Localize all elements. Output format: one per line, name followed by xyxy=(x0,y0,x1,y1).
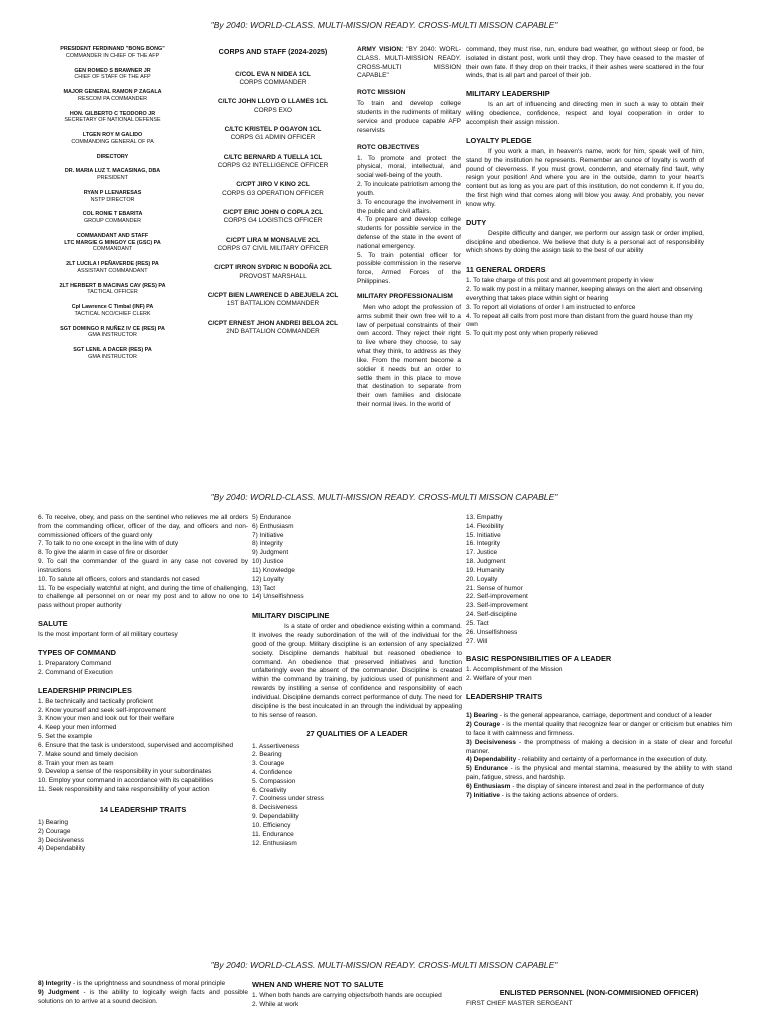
leader-role: GMA INSTRUCTOR xyxy=(88,332,137,339)
trait-term: 6) Enthusiasm xyxy=(466,782,511,790)
mil-lead-title: MILITARY LEADERSHIP xyxy=(466,89,550,99)
enlisted-title: ENLISTED PERSONNEL (NON-COMMISIONED OFFICER) xyxy=(499,988,699,997)
discipline-text: Is a state of order and obedience existing within a command. It involves the ready subordination of the will of the individual for the good of the group. Military discipline is an extension of any specialized society. Discipline demands habitual but reasoned obedience to command. An obedience that preserved initiatives and function unfalteringly even the absent of the commander. Discipline is created within the command by training, by judicious used of punishment and rewards by instilling a sense of confidence and responsibility of each individual. Discipline demands correct performance of duty. The need for discipline is the best inculcated in an through the individual by appealing to his sense of reason. xyxy=(252,623,462,719)
leader-name: RYAN P LLENARESAS xyxy=(83,189,142,196)
leader-name: 2LT LUCILA I PEÑAVERDE (RES) PA xyxy=(66,261,159,267)
rotc-objective-item: 1. To promote and protect the physical, moral, intellectual, and social well-being of the youth. xyxy=(357,154,461,180)
leader-name: 2LT HERBERT B MACINAS CAV (RES) PA xyxy=(59,282,166,289)
leader-quality-item: 27. Will xyxy=(466,637,488,645)
corps-officer-role: CORPS EXO xyxy=(254,106,292,114)
leader-name: SGT LENIL A DACER (RES) PA xyxy=(73,347,152,353)
leader-quality-item: 15. Initiative xyxy=(466,531,501,539)
leader-name: HON. GILBERTO C TEODORO JR xyxy=(69,110,156,117)
leader-role: CHIEF OF STAFF OF THE AFP xyxy=(74,74,151,81)
principles-title: LEADERSHIP PRINCIPLES xyxy=(38,685,132,695)
enlisted-list xyxy=(466,1000,732,1009)
leader-role: COMMANDER IN CHIEF OF THE AFP xyxy=(65,52,160,59)
trait-term: 4) Dependability xyxy=(466,756,517,764)
trait-term: 5) Endurance xyxy=(466,765,508,773)
trait-desc: - is the physical and mental stamina, measured by the ability to with stand pain, fatigue, stress, and hardship. xyxy=(466,765,732,781)
corps-officer-name: C/LTC KRISTEL P OGAYON 1CL xyxy=(224,126,322,134)
leadership-principle-item: 3. Know your men and look out for their welfare xyxy=(38,715,175,723)
leader-name: Cpl Lawrence C Timbal (INF) PA xyxy=(71,304,154,310)
basic-responsibility-item: 2. Welfare of your men xyxy=(466,675,532,683)
general-orders-continued xyxy=(38,514,248,611)
leadership-principle-item: 11. Seek responsibility and take responsibility of your action xyxy=(38,786,210,794)
corps-officer-name: C/CPT JIRO V KINO 2CL xyxy=(236,181,310,189)
leader-name: GEN ROMEO S BRAWNER JR xyxy=(74,67,151,74)
leadership-trait-item: 3) Decisiveness xyxy=(38,836,84,844)
corps-officer-name: C/CPT ERNEST JHON ANDREI BELOA 2CL xyxy=(207,319,339,327)
duty-text: Despite difficulty and danger, we perform our assign task or order implied, discipline and obedience. We believe that duty is a personal act of responsibility which shows by doing the assign task to the best of our ability xyxy=(466,229,704,255)
leadership-trait-item: 2) Courage xyxy=(38,827,71,835)
leader-role: TACTICAL OFFICER xyxy=(87,289,138,296)
trait-desc: - the display of sincere interest and zeal in the performance of duty xyxy=(510,782,705,790)
corps-officer-name: C/LTC JOHN LLOYD O LLAMES 1CL xyxy=(218,98,328,106)
leadership-principle-item: 5. Set the example xyxy=(38,733,93,741)
traits14-list-a xyxy=(38,819,248,854)
general-order-item: 7. To talk to no one except in the line with of duty xyxy=(38,540,179,548)
salute-where-list xyxy=(252,992,462,1010)
salute-exception-item: 1. When both hands are carrying objects/both hands are occupied xyxy=(252,992,442,1000)
corps-officer-name: C/CPT IRRON SYDRIC N BODOÑA 2CL xyxy=(214,264,332,272)
leader-role: COMMANDING GENERAL OF PA xyxy=(71,138,154,145)
corps-officer-name: C/LTC BERNARD A TUELLA 1CL xyxy=(223,153,323,161)
enlisted-rank-item: FIRST CHIEF MASTER SERGEANT xyxy=(466,1000,573,1008)
page2-banner: "By 2040: WORLD-CLASS. MULTI-MISSION READY. CROSS-MULTI MISSON CAPABLE" xyxy=(210,492,558,502)
trait-desc: - is the uprightness and soundness of moral principle xyxy=(71,980,226,987)
general-order-item: 5. To quit my post only when properly relieved xyxy=(466,330,598,338)
trait-desc: - reliability and certainty of a performance in the execution of duty. xyxy=(516,756,708,764)
rotc-objective-item: 3. To encourage the involvement in the public and civil affairs. xyxy=(357,198,461,215)
trait-definition xyxy=(466,739,732,757)
types-list xyxy=(38,660,248,678)
rotc-objectives-list xyxy=(357,155,461,287)
corps-officer-name: C/CPT LIRA M MONSALVE 2CL xyxy=(225,236,321,244)
leadership-trait-item: 10) Justice xyxy=(252,558,284,566)
leader-quality-item: 14. Flexibility xyxy=(466,522,504,530)
leader-role: ASSISTANT COMMANDANT xyxy=(77,267,148,274)
leader-name: DR. MARIA LUZ T. MACASINAG, DBA xyxy=(64,168,161,175)
general-order-item: 10. To salute all officers, colors and standards not cased xyxy=(38,575,200,583)
basic-responsibility-item: 1. Accomplishment of the Mission xyxy=(466,666,563,674)
corps-column xyxy=(196,47,350,336)
leader-quality-item: 3. Courage xyxy=(252,760,285,768)
leadership-trait-item: 7) Initiative xyxy=(252,531,284,539)
trait-term: 7) Initiative xyxy=(466,791,500,799)
leader-name: MAJOR GENERAL RAMON P ZAGALA xyxy=(63,89,162,95)
leadership-principle-item: 8. Train your men as team xyxy=(38,759,114,767)
general-order-item: 6. To receive, obey, and pass on the sentinel who relieves me all orders from the commanding officer, officer of the day, and officers and non-commissioned officers of the guard only xyxy=(38,514,248,539)
leadership-principle-item: 4. Keep your men informed xyxy=(38,724,117,732)
page1-banner: "By 2040: WORLD-CLASS. MULTI-MISSION READY. CROSS-MULTI MISSON CAPABLE" xyxy=(210,20,558,30)
trait-desc: - is the taking actions absence of orders. xyxy=(499,791,619,799)
corps-officer-role: CORPS COMMANDER xyxy=(239,79,307,87)
leadership-column xyxy=(466,46,704,339)
leadership-principle-item: 7. Make sound and timely decision xyxy=(38,750,138,758)
leader-role: COMMANDANT xyxy=(92,246,133,253)
mil-prof-text: Men who adopt the profession of arms submit their own free will to a law of perpetual constraints of their own accord. They reject their right to live where they choose, to say what they think, to address as they like. From the moment become a soldier it needs but an order to settle them in this place to move that destination to separate from their own families and dislocate their normal lives. In the world of xyxy=(357,303,461,409)
leadership-principle-item: 9. Develop a sense of the responsibility in your subordinates xyxy=(38,768,212,776)
corps-officer-name: C/CPT BIEN LAWRENCE D ABEJUELA 2CL xyxy=(207,292,339,300)
rotc-objective-item: 4. To prepare and develop college students for possible service in the defense of the state in the event of national emergency. xyxy=(357,216,461,250)
leader-quality-item: 5. Compassion xyxy=(252,777,296,785)
leader-name: LTGEN ROY M GALIDO xyxy=(82,132,143,138)
salute-where-title: WHEN AND WHERE NOT TO SALUTE xyxy=(252,980,384,989)
leader-quality-item: 8. Decisiveness xyxy=(252,804,298,812)
leadership-trait-item: 14) Unselfishness xyxy=(252,593,304,601)
trait-definition xyxy=(466,756,732,765)
rotc-objective-item: 2. To inculcate patriotism among the youth. xyxy=(357,181,461,197)
army-vision-text: "BY 2040: WORL-CLASS. MULTI-MISSION READY. CROSS-MULTI MISSION CAPABLE" xyxy=(357,46,461,80)
general-orders-list xyxy=(466,277,704,339)
general-order-item: 8. To give the alarm in case of fire or disorder xyxy=(38,549,168,557)
leader-quality-item: 24. Self-discipline xyxy=(466,611,517,619)
general-order-item: 4. To repeat all calls from post more than distant from the guard house than my own xyxy=(466,312,693,329)
rotc-mission-title: ROTC MISSION xyxy=(357,89,406,97)
p3-col2 xyxy=(252,980,462,1010)
leader-role: PRESIDENT xyxy=(97,175,128,181)
general-order-item: 2. To walk my post in a military manner, keeping always on the alert and observing everything that takes place within sight or hearing xyxy=(466,286,703,302)
loyalty-title: LOYALTY PLEDGE xyxy=(466,135,532,145)
corps-officer-role: 2ND BATTALION COMMANDER xyxy=(226,328,320,336)
leader-role: GROUP COMMANDER xyxy=(83,218,142,224)
general-order-item: 9. To call the commander of the guard in any case not covered by instructions xyxy=(38,558,248,574)
rotc-mission-text: To train and develop college students in the rudiments of military service and produce capable AFP reservists xyxy=(357,100,461,134)
leader-name: DIRECTORY xyxy=(96,153,129,160)
mil-prof-continued: command, they must rise, run, endure bad weather, go without sleep or food, be isolated in distant post, work until they drop. They have ceased to the master of their own fate. If they drop on their tracks, if their ashes were scattered in the four winds, that is all part and parcel of their job. xyxy=(466,46,704,80)
corps-officer-role: PROVOST MARSHALL xyxy=(239,272,307,280)
trait-definition xyxy=(38,980,248,989)
p3-col1 xyxy=(38,980,248,1006)
trait-definition xyxy=(38,989,248,1007)
leadership-trait-item: 1) Bearing xyxy=(38,818,68,826)
mil-lead-text: Is an art of influencing and directing men in such a way to obtain their willing obedience, confidence, respect and loyal cooperation in order to accomplish their assign mission. xyxy=(466,101,704,127)
corps-officer-name: C/COL EVA N NIDEA 1CL xyxy=(235,70,311,78)
qualities-list-a xyxy=(252,743,462,849)
vision-column xyxy=(357,46,461,411)
rotc-objectives-title: ROTC OBJECTIVES xyxy=(357,143,420,151)
trait-definition xyxy=(466,721,732,739)
trait-term: 8) Integrity xyxy=(38,980,72,987)
leader-quality-item: 22. Self-improvement xyxy=(466,593,528,601)
trait-definition xyxy=(466,783,732,792)
p2-col2 xyxy=(252,514,462,848)
trait-term: 9) Judgment xyxy=(38,988,80,996)
traits-defs-list xyxy=(466,712,732,800)
trait-term: 3) Decisiveness xyxy=(466,738,517,746)
leader-role: GMA INSTRUCTOR xyxy=(88,353,137,360)
general-order-item: 1. To take charge of this post and all government property in view xyxy=(466,277,654,285)
leader-name: COMMANDANT AND STAFF LTC MARGIE G MINGOY CE (GSC) PA xyxy=(64,232,161,246)
trait-desc: - is the general appearance, carriage, deportment and conduct of a leader xyxy=(497,712,713,720)
principles-list xyxy=(38,698,248,795)
leader-name: PRESIDENT FERDINAND "BONG BONG" xyxy=(60,46,165,52)
leader-quality-item: 7. Coolness under stress xyxy=(252,795,324,803)
leadership-trait-item: 8) Integrity xyxy=(252,540,283,548)
leadership-trait-item: 5) Endurance xyxy=(252,514,292,521)
trait-definition xyxy=(466,712,732,721)
leader-quality-item: 4. Confidence xyxy=(252,769,293,776)
corps-officer-name: C/CPT ERIC JOHN O COPLA 2CL xyxy=(222,209,324,217)
leader-quality-item: 21. Sense of humor xyxy=(466,584,523,592)
corps-officer-role: CORPS G7 CIVIL MILITARY OFFICER xyxy=(217,245,329,253)
traits-defs-list-continued xyxy=(38,980,248,1006)
leader-role: RESCOM PA COMMANDER xyxy=(77,95,148,102)
leader-role: TACTICAL NCO/CHIEF CLERK xyxy=(74,310,151,317)
salute-text: Is the most important form of all military courtesy xyxy=(38,631,178,639)
army-vision xyxy=(357,46,461,81)
trait-desc: - is the mental quality that recognize fear or danger or criticism but enables him to face it with calmness and firmness. xyxy=(466,721,732,737)
leader-quality-item: 18. Judgment xyxy=(466,558,506,566)
leader-quality-item: 13. Empathy xyxy=(466,514,503,521)
basic-resp-title: BASIC RESPONSIBILITIES OF A LEADER xyxy=(466,654,612,664)
traits-title: LEADERSHIP TRAITS xyxy=(466,692,543,702)
leader-quality-item: 25. Tact xyxy=(466,619,489,627)
loyalty-text: If you work a man, in heaven's name, work for him, speak well of him, stand by the institution he represents. Remember an ounce of loyalty is worth of pound of cleverness. If you must growl, condemn, and eternally find fault, why resign your position! And where you are in the outside, damn to your heart's content but as long as you are part of this institution, do not condemn it. If you do, the first high wind that comes along will blow you away. And probably, you never know why. xyxy=(466,147,704,208)
leader-quality-item: 11. Endurance xyxy=(252,830,294,838)
leadership-trait-item: 12) Loyalty xyxy=(252,575,284,583)
leader-quality-item: 16. Integrity xyxy=(466,540,500,548)
trait-desc: - the promptness of making a decision in a state of clear and forceful manner. xyxy=(466,738,732,755)
leadership-principle-item: 1. Be technically and tactically proficient xyxy=(38,697,153,705)
discipline-title: MILITARY DISCIPLINE xyxy=(252,611,330,621)
command-type-item: 2. Command of Execution xyxy=(38,668,113,676)
leader-quality-item: 2. Bearing xyxy=(252,751,282,759)
corps-officer-role: CORPS G1 ADMIN OFFICER xyxy=(230,134,316,142)
leadership-principle-item: 2. Know yourself and seek self-improvement xyxy=(38,706,166,714)
leaders-column xyxy=(30,40,195,361)
page3-banner: "By 2040: WORLD-CLASS. MULTI-MISSION READY. CROSS-MULTI MISSON CAPABLE" xyxy=(210,960,558,970)
mil-prof-title: MILITARY PROFESSIONALISM xyxy=(357,292,453,300)
trait-term: 1) Bearing xyxy=(466,712,498,720)
corps-officer-role: CORPS G2 INTELLIGENCE OFFICER xyxy=(217,162,329,170)
leader-quality-item: 26. Unselfishness xyxy=(466,628,518,636)
leader-quality-item: 1. Assertiveness xyxy=(252,742,300,750)
p2-col1 xyxy=(38,514,248,854)
leader-quality-item: 23. Self-improvement xyxy=(466,602,528,610)
leader-role: NSTP DIRECTOR xyxy=(90,196,135,203)
leadership-trait-item: 4) Dependability xyxy=(38,845,85,853)
leadership-principle-item: 10. Employ your command in accordance with its capabilities xyxy=(38,777,214,785)
corps-title: CORPS AND STAFF (2024-2025) xyxy=(218,47,328,56)
command-type-item: 1. Preparatory Command xyxy=(38,660,111,668)
salute-exception-item: 2. While at work xyxy=(252,1000,299,1008)
rotc-objective-item: 5. To train potential officer for possible commission in the reserve force, Armed Forces of the Philippines. xyxy=(357,251,461,286)
leadership-trait-item: 13) Tact xyxy=(252,584,276,592)
leader-quality-item: 9. Dependability xyxy=(252,813,299,821)
general-orders-title: 11 GENERAL ORDERS xyxy=(466,265,546,275)
leader-quality-item: 19. Humanity xyxy=(466,566,505,574)
trait-term: 2) Courage xyxy=(466,721,501,729)
leader-role: SECRETARY OF NATIONAL DEFENSE xyxy=(64,117,161,124)
general-order-item: 11. To be especially watchful at night, and during the time of challenging, to challenge all personnel on or near my post and to allow no one to pass without proper authority xyxy=(38,584,248,610)
p2-col3 xyxy=(466,514,732,800)
general-order-item: 3. To report all violations of order I am instructed to enforce xyxy=(466,303,636,311)
basic-resp-list xyxy=(466,666,732,684)
corps-officer-role: CORPS G4 LOGISTICS OFFICER xyxy=(223,217,323,225)
leader-quality-item: 10. Efficiency xyxy=(252,821,291,829)
trait-definition xyxy=(466,792,732,801)
trait-definition xyxy=(466,765,732,783)
salute-title: SALUTE xyxy=(38,619,68,629)
leader-quality-item: 20. Loyalty xyxy=(466,575,498,583)
duty-title: DUTY xyxy=(466,217,487,227)
traits14-list-b xyxy=(252,514,462,602)
leader-name: COL RONIE T EBARITA xyxy=(82,211,143,218)
leadership-trait-item: 11) Knowledge xyxy=(252,566,295,574)
types-title: TYPES OF COMMAND xyxy=(38,648,117,657)
leader-quality-item: 6. Creativity xyxy=(252,786,287,794)
army-vision-label: ARMY VISION: xyxy=(357,46,404,53)
leader-name: SGT DOMINGO R NUÑEZ IV CE (RES) PA xyxy=(60,325,165,332)
leader-quality-item: 17. Justice xyxy=(466,549,498,557)
corps-officer-role: CORPS G3 OPERATION OFFICER xyxy=(222,189,324,197)
qualities-title: 27 QUALITIES OF A LEADER xyxy=(306,729,408,739)
p3-col3 xyxy=(466,988,732,1009)
leadership-principle-item: 6. Ensure that the task is understood, supervised and accomplished xyxy=(38,741,234,749)
qualities-list-b xyxy=(466,514,732,646)
leadership-trait-item: 9) Judgment xyxy=(252,549,289,557)
trait-desc: - is the ability to logically weigh facts and possible solutions on to arrive at a sound decision. xyxy=(38,988,248,1005)
traits14-title: 14 LEADERSHIP TRAITS xyxy=(99,804,187,814)
leader-quality-item: 12. Enthusiasm xyxy=(252,839,297,847)
leadership-trait-item: 6) Enthusiasm xyxy=(252,522,294,530)
corps-officer-role: 1ST BATTALION COMMANDER xyxy=(226,300,320,308)
